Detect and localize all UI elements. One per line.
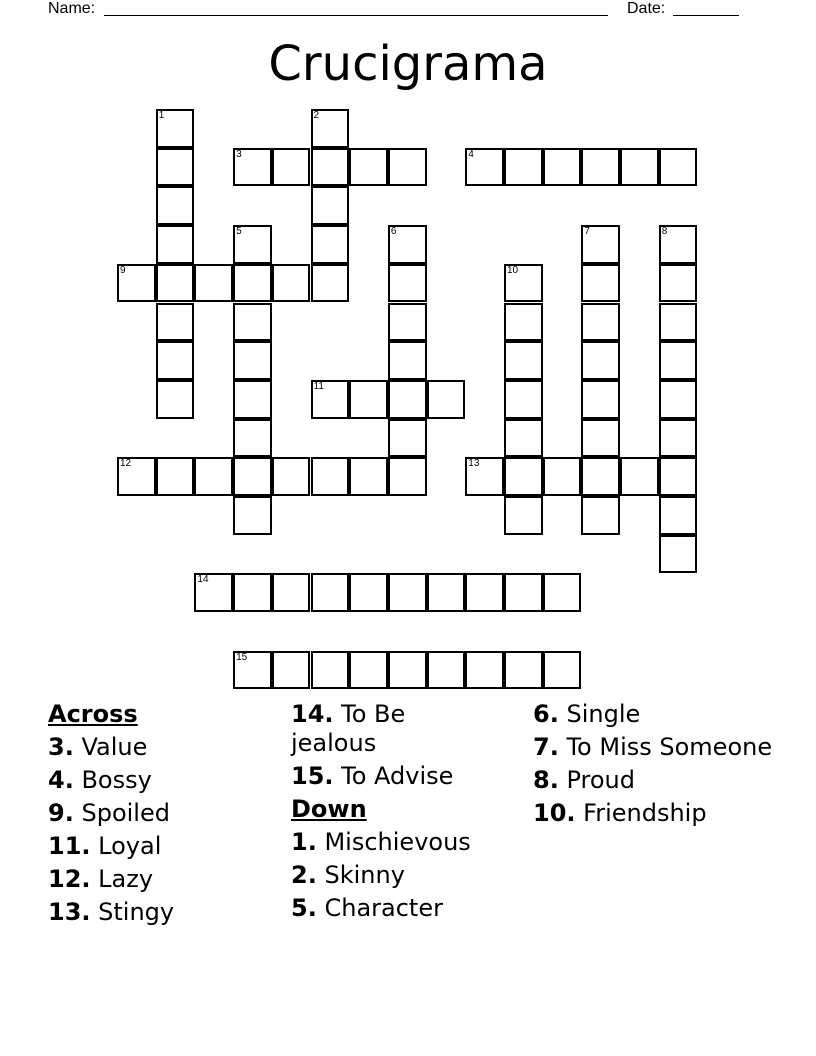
crossword-cell[interactable] bbox=[659, 496, 698, 535]
cell-number: 10 bbox=[507, 264, 519, 276]
crossword-cell[interactable] bbox=[465, 148, 504, 187]
cell-number: 11 bbox=[313, 380, 324, 392]
cell-number: 5 bbox=[236, 226, 242, 238]
crossword-cell[interactable] bbox=[349, 148, 388, 187]
crossword-cell[interactable] bbox=[504, 303, 543, 342]
crossword-cell[interactable] bbox=[233, 264, 272, 303]
cell-number: 9 bbox=[120, 264, 126, 276]
clue-across-12: 12. Lazy bbox=[48, 865, 154, 893]
crossword-cell[interactable] bbox=[156, 303, 195, 342]
crossword-cell[interactable] bbox=[504, 573, 543, 612]
crossword-cell[interactable] bbox=[311, 109, 350, 148]
crossword-cell[interactable] bbox=[233, 225, 272, 264]
clue-down-1: 1. Mischievous bbox=[291, 828, 471, 856]
crossword-cell[interactable] bbox=[311, 225, 350, 264]
crossword-cell[interactable] bbox=[581, 303, 620, 342]
crossword-cell[interactable] bbox=[233, 496, 272, 535]
crossword-cell[interactable] bbox=[233, 419, 272, 458]
across-heading: Across bbox=[48, 700, 138, 728]
cell-number: 12 bbox=[120, 458, 132, 470]
crossword-cell[interactable] bbox=[117, 457, 156, 496]
crossword-cell[interactable] bbox=[388, 380, 427, 419]
crossword-cell[interactable] bbox=[581, 341, 620, 380]
crossword-cell[interactable] bbox=[659, 535, 698, 574]
crossword-cell[interactable] bbox=[272, 148, 311, 187]
crossword-cell[interactable] bbox=[581, 264, 620, 303]
crossword-cell[interactable] bbox=[543, 148, 582, 187]
cell-number: 6 bbox=[390, 226, 397, 238]
crossword-cell[interactable] bbox=[311, 651, 350, 690]
crossword-cell[interactable] bbox=[233, 380, 272, 419]
crossword-cell[interactable] bbox=[272, 573, 311, 612]
crossword-cell[interactable] bbox=[465, 457, 504, 496]
crossword-cell[interactable] bbox=[388, 225, 427, 264]
crossword-cell[interactable] bbox=[156, 148, 195, 187]
cell-number: 14 bbox=[197, 574, 209, 586]
clue-across-14: 14. To Be jealous bbox=[291, 700, 406, 757]
crossword-cell[interactable] bbox=[504, 341, 543, 380]
down-heading: Down bbox=[291, 795, 367, 823]
crossword-cell[interactable] bbox=[504, 651, 543, 690]
crossword-cell[interactable] bbox=[388, 573, 427, 612]
crossword-cell[interactable] bbox=[349, 573, 388, 612]
cell-number: 3 bbox=[236, 148, 242, 160]
crossword-cell[interactable] bbox=[349, 380, 388, 419]
crossword-cell[interactable] bbox=[311, 457, 350, 496]
crossword-cell[interactable] bbox=[659, 303, 698, 342]
crossword-cell[interactable] bbox=[581, 148, 620, 187]
crossword-cell[interactable] bbox=[388, 303, 427, 342]
crossword-cell[interactable] bbox=[388, 341, 427, 380]
date-label: Date: bbox=[627, 0, 666, 17]
clue-down-2: 2. Skinny bbox=[291, 861, 405, 889]
crossword-cell[interactable] bbox=[543, 651, 582, 690]
clue-column-2 bbox=[291, 700, 491, 927]
crossword-cell[interactable] bbox=[504, 148, 543, 187]
crossword-cell[interactable] bbox=[659, 264, 698, 303]
crossword-cell[interactable] bbox=[427, 380, 466, 419]
clue-down-6: 6. Single bbox=[533, 700, 641, 728]
page-title: Crucigrama bbox=[268, 36, 548, 92]
crossword-cell[interactable] bbox=[194, 457, 233, 496]
crossword-cell[interactable] bbox=[504, 496, 543, 535]
crossword-cell[interactable] bbox=[311, 186, 350, 225]
crossword-cell[interactable] bbox=[194, 264, 233, 303]
crossword-cell[interactable] bbox=[427, 651, 466, 690]
crossword-cell[interactable] bbox=[272, 651, 311, 690]
crossword-cell[interactable] bbox=[659, 419, 698, 458]
cell-number: 15 bbox=[236, 651, 248, 663]
crossword-cell[interactable] bbox=[427, 573, 466, 612]
crossword-cell[interactable] bbox=[311, 573, 350, 612]
crossword-cell[interactable] bbox=[504, 457, 543, 496]
crossword-cell[interactable] bbox=[233, 341, 272, 380]
crossword-cell[interactable] bbox=[659, 225, 698, 264]
crossword-cell[interactable] bbox=[233, 651, 272, 690]
name-label: Name: bbox=[48, 0, 96, 17]
crossword-cell[interactable] bbox=[465, 573, 504, 612]
crossword-cell[interactable] bbox=[581, 225, 620, 264]
crossword-cell[interactable] bbox=[388, 264, 427, 303]
crossword-cell[interactable] bbox=[581, 496, 620, 535]
crossword-cell[interactable] bbox=[620, 457, 659, 496]
crossword-cell[interactable] bbox=[388, 457, 427, 496]
clue-across-9: 9. Spoiled bbox=[48, 799, 170, 827]
crossword-cell[interactable] bbox=[581, 457, 620, 496]
cell-number: 8 bbox=[661, 226, 668, 238]
crossword-cell[interactable] bbox=[233, 457, 272, 496]
clue-down-10: 10. Friendship bbox=[533, 799, 707, 827]
crossword-cell[interactable] bbox=[156, 380, 195, 419]
clue-down-5: 5. Character bbox=[291, 894, 443, 922]
clue-across-15: 15. To Advise bbox=[291, 762, 454, 790]
crossword-cell[interactable] bbox=[156, 109, 195, 148]
crossword-cell[interactable] bbox=[272, 457, 311, 496]
cell-number: 1 bbox=[158, 110, 165, 121]
crossword-cell[interactable] bbox=[659, 380, 698, 419]
cell-number: 4 bbox=[468, 148, 474, 160]
crossword-cell[interactable] bbox=[272, 264, 311, 303]
crossword-cell[interactable] bbox=[620, 148, 659, 187]
crossword-cell[interactable] bbox=[543, 457, 582, 496]
crossword-cell[interactable] bbox=[581, 419, 620, 458]
clue-down-8: 8. Proud bbox=[533, 766, 635, 794]
crossword-cell[interactable] bbox=[233, 303, 272, 342]
crossword-cell[interactable] bbox=[349, 651, 388, 690]
clue-down-7: 7. To Miss Someone bbox=[533, 733, 773, 761]
crossword-cell[interactable] bbox=[388, 419, 427, 458]
crossword-cell[interactable] bbox=[465, 651, 504, 690]
crossword-cell[interactable] bbox=[156, 457, 195, 496]
crossword-cell[interactable] bbox=[581, 380, 620, 419]
crossword-cell[interactable] bbox=[194, 573, 233, 612]
crossword-cell[interactable] bbox=[117, 264, 156, 303]
crossword-cell[interactable] bbox=[156, 225, 195, 264]
clue-across-13: 13. Stingy bbox=[48, 898, 175, 926]
crossword-cell[interactable] bbox=[504, 380, 543, 419]
crossword-cell[interactable] bbox=[233, 573, 272, 612]
crossword-cell[interactable] bbox=[659, 341, 698, 380]
cell-number: 7 bbox=[584, 226, 590, 238]
crossword-cell[interactable] bbox=[388, 651, 427, 690]
crossword-cell[interactable] bbox=[156, 186, 195, 225]
crossword-cell[interactable] bbox=[504, 264, 543, 303]
crossword-cell[interactable] bbox=[311, 380, 350, 419]
cell-number: 2 bbox=[313, 110, 320, 121]
crossword-cell[interactable] bbox=[233, 148, 272, 187]
clue-across-11: 11. Loyal bbox=[48, 832, 162, 860]
clue-across-4: 4. Bossy bbox=[48, 766, 152, 794]
crossword-cell[interactable] bbox=[504, 419, 543, 458]
cell-number: 13 bbox=[468, 458, 480, 470]
crossword-cell[interactable] bbox=[543, 573, 582, 612]
crossword-cell[interactable] bbox=[311, 148, 350, 187]
clue-column-1 bbox=[48, 700, 278, 931]
crossword-cell[interactable] bbox=[388, 148, 427, 187]
crossword-cell[interactable] bbox=[659, 457, 698, 496]
crossword-cell[interactable] bbox=[659, 148, 698, 187]
crossword-cell[interactable] bbox=[156, 264, 195, 303]
crossword-cell[interactable] bbox=[349, 457, 388, 496]
clue-column-3 bbox=[533, 700, 773, 832]
crossword-cell[interactable] bbox=[311, 264, 350, 303]
crossword-cell[interactable] bbox=[156, 341, 195, 380]
clue-across-3: 3. Value bbox=[48, 733, 148, 761]
